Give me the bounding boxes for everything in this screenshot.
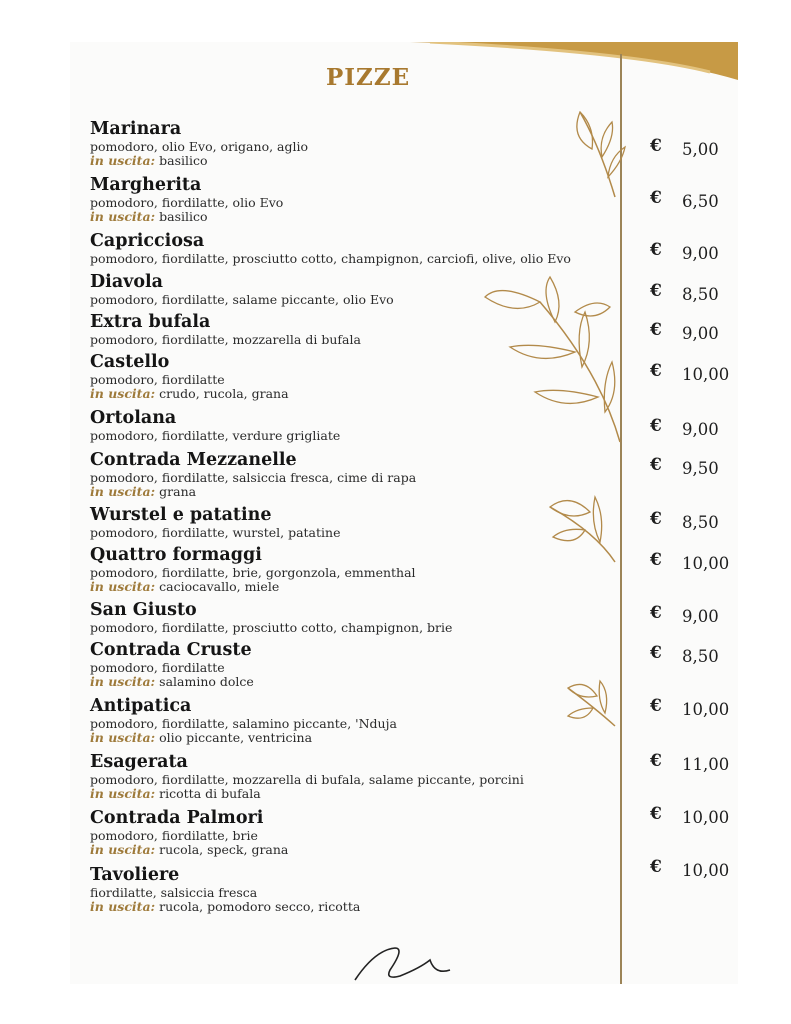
price-amount: 10,00: [682, 808, 730, 827]
item-name: Extra bufala: [90, 312, 211, 332]
price-amount: 10,00: [682, 861, 730, 880]
item-ingredients: pomodoro, fiordilatte, mozzarella di bufala: [90, 332, 361, 347]
item-name: Quattro formaggi: [90, 545, 262, 565]
price-amount: 9,00: [682, 244, 719, 263]
item-extra: [90, 154, 610, 168]
price-amount: 9,00: [682, 607, 719, 626]
euro-symbol: €: [650, 240, 662, 260]
item-ingredients: pomodoro, fiordilatte, brie: [90, 828, 258, 843]
item-name: Esagerata: [90, 752, 188, 772]
menu-item: [90, 353, 610, 401]
item-name: Ortolana: [90, 408, 177, 428]
item-name: Margherita: [90, 175, 202, 195]
menu-item: [90, 120, 610, 168]
extra-value: olio piccante, ventricina: [159, 730, 313, 745]
item-extra: [90, 843, 610, 857]
menu-item: [90, 506, 610, 540]
extra-value: rucola, speck, grana: [159, 842, 289, 857]
extra-label: in uscita:: [90, 786, 156, 801]
menu-item: [90, 809, 610, 857]
extra-label: in uscita:: [90, 484, 156, 499]
item-ingredients: pomodoro, fiordilatte, prosciutto cotto, champignon, brie: [90, 620, 453, 635]
euro-symbol: €: [650, 643, 662, 663]
extra-value: basilico: [159, 153, 208, 168]
extra-value: salamino dolce: [159, 674, 254, 689]
extra-label: in uscita:: [90, 209, 156, 224]
menu-item: [90, 409, 610, 443]
price-amount: 6,50: [682, 192, 719, 211]
item-extra: [90, 485, 610, 499]
menu-item: [90, 601, 610, 635]
euro-symbol: €: [650, 603, 662, 623]
item-ingredients: pomodoro, fiordilatte, mozzarella di bufala, salame piccante, porcini: [90, 772, 524, 787]
item-ingredients: pomodoro, fiordilatte, salamino piccante, 'Nduja: [90, 716, 397, 731]
extra-label: in uscita:: [90, 579, 156, 594]
item-name: Antipatica: [90, 696, 192, 716]
euro-symbol: €: [650, 804, 662, 824]
euro-symbol: €: [650, 550, 662, 570]
euro-symbol: €: [650, 455, 662, 475]
item-name: Diavola: [90, 272, 163, 292]
extra-value: crudo, rucola, grana: [159, 386, 289, 401]
menu-item: [90, 753, 610, 801]
menu-item: [90, 232, 610, 266]
item-ingredients: pomodoro, olio Evo, origano, aglio: [90, 139, 309, 154]
item-name: Tavoliere: [90, 865, 180, 885]
item-name: Wurstel e patatine: [90, 505, 272, 525]
price-amount: 9,00: [682, 324, 719, 343]
item-extra: [90, 210, 610, 224]
euro-symbol: €: [650, 416, 662, 436]
price-amount: 9,00: [682, 420, 719, 439]
item-ingredients: pomodoro, fiordilatte, salsiccia fresca, cime di rapa: [90, 470, 417, 485]
item-name: Marinara: [90, 119, 182, 139]
extra-value: ricotta di bufala: [159, 786, 261, 801]
euro-symbol: €: [650, 188, 662, 208]
page-title: PIZZE: [326, 64, 411, 91]
price-amount: 10,00: [682, 554, 730, 573]
menu-item: [90, 641, 610, 689]
price-amount: 8,50: [682, 285, 719, 304]
extra-label: in uscita:: [90, 386, 156, 401]
extra-value: caciocavallo, miele: [159, 579, 280, 594]
item-name: Contrada Palmori: [90, 808, 264, 828]
extra-label: in uscita:: [90, 730, 156, 745]
menu-page: [70, 42, 738, 984]
item-ingredients: pomodoro, fiordilatte, wurstel, patatine: [90, 525, 341, 540]
euro-symbol: €: [650, 281, 662, 301]
item-extra: [90, 580, 610, 594]
euro-symbol: €: [650, 320, 662, 340]
item-extra: [90, 731, 610, 745]
item-ingredients: pomodoro, fiordilatte, prosciutto cotto, champignon, carciofi, olive, olio Evo: [90, 251, 571, 266]
extra-label: in uscita:: [90, 899, 156, 914]
extra-label: in uscita:: [90, 842, 156, 857]
item-name: San Giusto: [90, 600, 197, 620]
item-ingredients: pomodoro, fiordilatte, verdure grigliate: [90, 428, 341, 443]
extra-value: rucola, pomodoro secco, ricotta: [159, 899, 361, 914]
item-extra: [90, 675, 610, 689]
price-amount: 11,00: [682, 755, 730, 774]
menu-item: [90, 697, 610, 745]
item-ingredients: pomodoro, fiordilatte: [90, 372, 225, 387]
menu-item: [90, 176, 610, 224]
extra-value: grana: [159, 484, 197, 499]
euro-symbol: €: [650, 136, 662, 156]
menu-item: [90, 866, 610, 914]
price-amount: 5,00: [682, 140, 719, 159]
menu-item: [90, 546, 610, 594]
item-ingredients: pomodoro, fiordilatte: [90, 660, 225, 675]
price-amount: 9,50: [682, 459, 719, 478]
price-amount: 8,50: [682, 647, 719, 666]
menu-item: [90, 451, 610, 499]
item-ingredients: pomodoro, fiordilatte, olio Evo: [90, 195, 284, 210]
item-name: Capricciosa: [90, 231, 205, 251]
euro-symbol: €: [650, 509, 662, 529]
price-amount: 10,00: [682, 365, 730, 384]
euro-symbol: €: [650, 361, 662, 381]
extra-label: in uscita:: [90, 674, 156, 689]
signature-mark: [350, 940, 470, 984]
price-amount: 10,00: [682, 700, 730, 719]
price-amount: 8,50: [682, 513, 719, 532]
item-ingredients: fiordilatte, salsiccia fresca: [90, 885, 258, 900]
item-name: Contrada Mezzanelle: [90, 450, 297, 470]
extra-label: in uscita:: [90, 153, 156, 168]
item-extra: [90, 787, 610, 801]
item-name: Contrada Cruste: [90, 640, 252, 660]
extra-value: basilico: [159, 209, 208, 224]
euro-symbol: €: [650, 857, 662, 877]
menu-item: [90, 273, 610, 307]
item-name: Castello: [90, 352, 170, 372]
item-ingredients: pomodoro, fiordilatte, brie, gorgonzola, emmenthal: [90, 565, 416, 580]
item-extra: [90, 387, 610, 401]
menu-item: [90, 313, 610, 347]
item-ingredients: pomodoro, fiordilatte, salame piccante, olio Evo: [90, 292, 394, 307]
euro-symbol: €: [650, 696, 662, 716]
item-extra: [90, 900, 610, 914]
euro-symbol: €: [650, 751, 662, 771]
